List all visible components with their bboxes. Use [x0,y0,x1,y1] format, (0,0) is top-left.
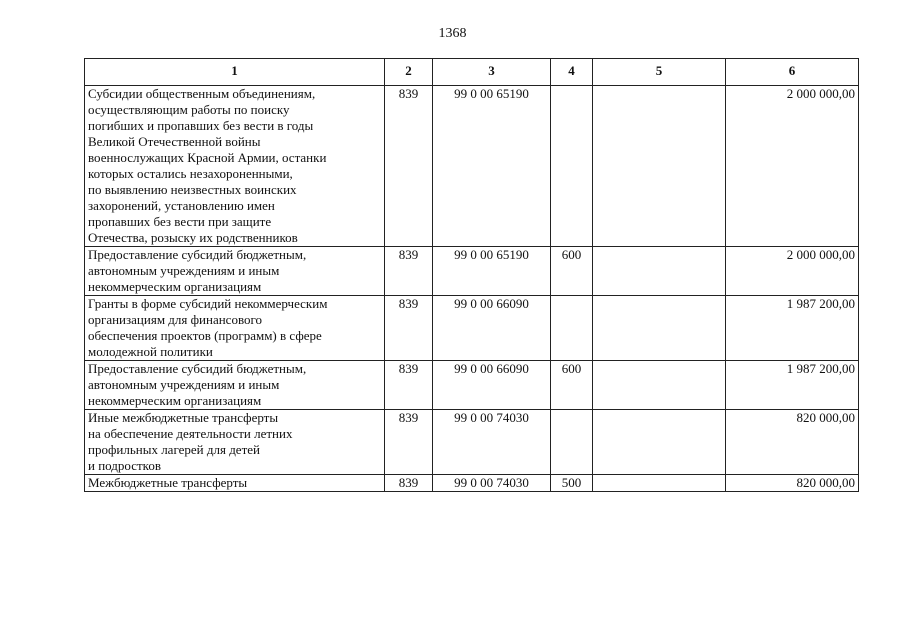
row-expense-type [551,296,593,361]
column-header-4: 4 [551,59,593,86]
row-target-article: 99 0 00 74030 [433,410,551,475]
table-row [85,86,859,247]
row-code: 839 [385,475,433,492]
column-header-6: 6 [726,59,859,86]
row-expense-type: 600 [551,361,593,410]
row-target-article: 99 0 00 65190 [433,247,551,296]
row-col5 [593,475,726,492]
row-name: Предоставление субсидий бюджетным, автономным учреждениям и иным некоммерческим организациям [85,361,385,410]
table-row [85,247,859,296]
row-expense-type [551,410,593,475]
column-header-3: 3 [433,59,551,86]
row-name: Гранты в форме субсидий некоммерческим организациям для финансового обеспечения проектов (программ) в сфере молодежной политики [85,296,385,361]
column-header-2: 2 [385,59,433,86]
table-row [85,296,859,361]
row-sum: 820 000,00 [726,475,859,492]
row-sum: 2 000 000,00 [726,247,859,296]
row-code: 839 [385,361,433,410]
page-number: 1368 [438,26,467,41]
row-expense-type: 500 [551,475,593,492]
table-row [85,361,859,410]
row-code: 839 [385,410,433,475]
row-code: 839 [385,296,433,361]
row-col5 [593,86,726,247]
budget-table [84,58,859,492]
row-sum: 2 000 000,00 [726,86,859,247]
row-sum: 820 000,00 [726,410,859,475]
table-header-row [85,59,859,86]
row-sum: 1 987 200,00 [726,361,859,410]
row-expense-type [551,86,593,247]
row-name: Иные межбюджетные трансферты на обеспечение деятельности летних профильных лагерей для детей и подростков [85,410,385,475]
row-name: Межбюджетные трансферты [85,475,385,492]
row-code: 839 [385,247,433,296]
table-row [85,475,859,492]
row-col5 [593,361,726,410]
row-col5 [593,410,726,475]
row-col5 [593,247,726,296]
table-row [85,410,859,475]
row-col5 [593,296,726,361]
row-name: Субсидии общественным объединениям, осуществляющим работы по поиску погибших и пропавших без вести в годы Великой Отечественной войны военнослужащих Красной Армии, останки которых остались незахороненными, по выявлению неизвестных воинских захоронений, установлению имен пропавших без вести при защите Отечества, розыску их родственников [85,86,385,247]
column-header-1: 1 [85,59,385,86]
row-expense-type: 600 [551,247,593,296]
row-code: 839 [385,86,433,247]
row-target-article: 99 0 00 65190 [433,86,551,247]
row-sum: 1 987 200,00 [726,296,859,361]
row-name: Предоставление субсидий бюджетным, автономным учреждениям и иным некоммерческим организациям [85,247,385,296]
row-target-article: 99 0 00 66090 [433,361,551,410]
row-target-article: 99 0 00 66090 [433,296,551,361]
row-target-article: 99 0 00 74030 [433,475,551,492]
column-header-5: 5 [593,59,726,86]
